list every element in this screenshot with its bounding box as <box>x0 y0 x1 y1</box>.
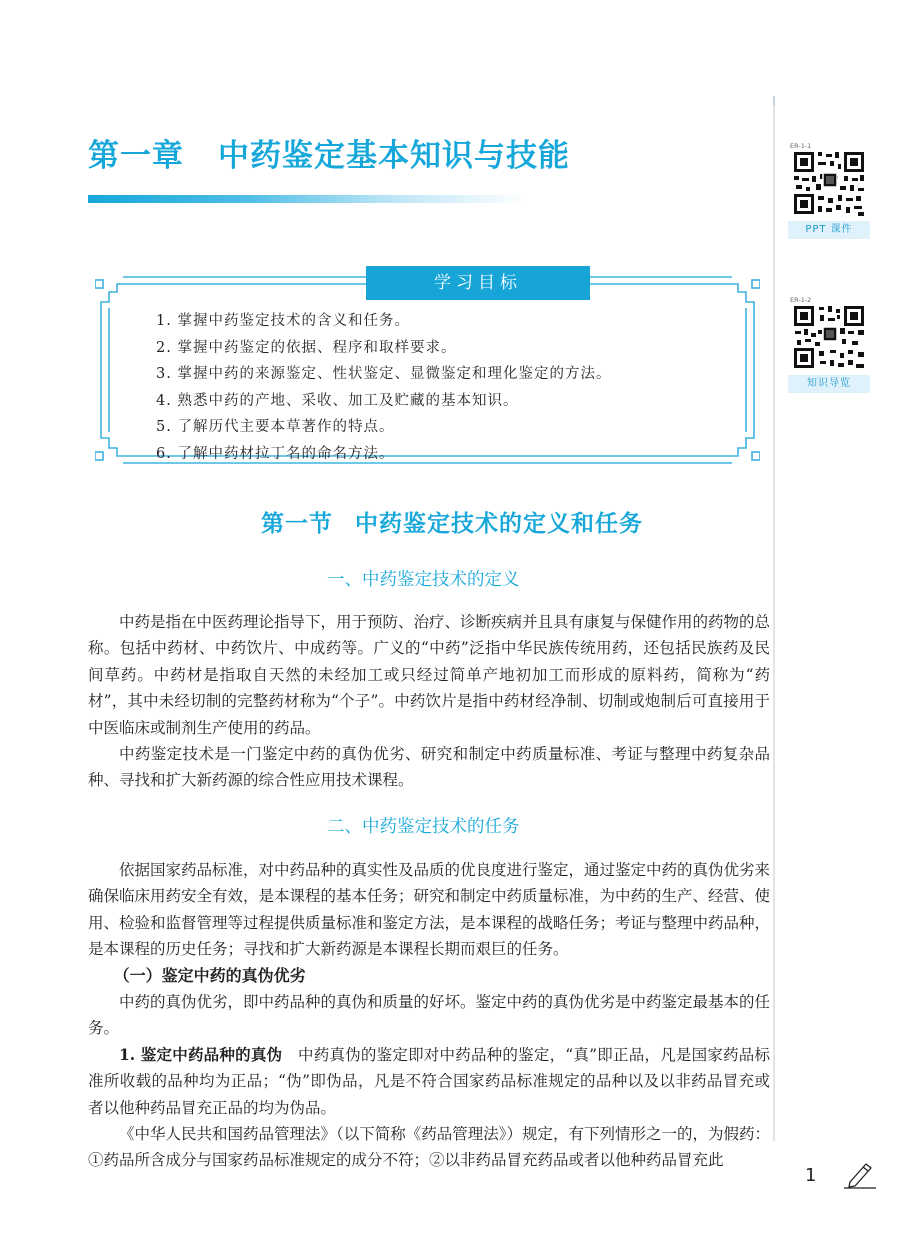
section-title <box>0 505 900 538</box>
chapter-name: 中药鉴定基本知识与技能 <box>218 138 570 174</box>
list-item: 2. 掌握中药鉴定的依据、程序和取样要求。 <box>156 339 457 356</box>
paragraph: 中药鉴定技术是一门鉴定中药的真伪优劣、研究和制定中药质量标准、考证与整理中药复杂品种、寻找和扩大新药源的综合性应用技术课程。 <box>88 745 770 790</box>
list-item: 4. 熟悉中药的产地、采收、加工及贮藏的基本知识。 <box>156 392 519 409</box>
objectives-list <box>156 308 611 467</box>
paragraph-heading: （一）鉴定中药的真伪优劣 <box>113 965 306 985</box>
qr-code-icon[interactable] <box>788 294 870 374</box>
paragraph-body: 中药真伪的鉴定即对中药品种的鉴定，“真”即正品，凡是国家药品标准所收载的品种均为正品；“伪”即伪品，凡是不符合国家药品标准规定的品种以及以非药品冒充或者以他种药品冒充正品的均为伪品。 <box>88 1045 771 1117</box>
qr-block-ppt[interactable] <box>788 140 870 239</box>
subsection-title-tasks: 二、中药鉴定技术的任务 <box>327 817 520 837</box>
paragraph: 中药是指在中医药理论指导下，用于预防、治疗、诊断疾病并且具有康复与保健作用的药物的总称。包括中药材、中药饮片、中成药等。广义的“中药”泛指中华民族传统用药，还包括民族药及民间草药。中药材是指取自天然的未经加工或只经过简单产地初加工而形成的原料药，简称为“药材”，其中未经切制的完整药材称为“个子”。中药饮片是指中药材经净制、切制或炮制后可直接用于中医临床或制剂生产使用的药品。 <box>88 613 771 737</box>
section-name: 中药鉴定技术的定义和任务 <box>355 511 643 537</box>
margin-rule <box>773 96 775 1141</box>
qr-code-label: ER-1-1 <box>790 142 812 150</box>
list-item: 3. 掌握中药的来源鉴定、性状鉴定、显微鉴定和理化鉴定的方法。 <box>156 366 612 382</box>
paragraph: 《中华人民共和国药品管理法》（以下简称《药品管理法》）规定，有下列情形之一的，为假药：①药品所含成分与国家药品标准规定的成分不符；②以非药品冒充药品或者以他种药品冒充此 <box>88 1125 771 1170</box>
list-item: 5. 了解历代主要本草著作的特点。 <box>156 419 395 435</box>
section-number: 第一节 <box>261 511 333 537</box>
chapter-title <box>88 130 570 175</box>
margin-rule-accent <box>773 96 775 106</box>
subsection-title-definition: 一、中药鉴定技术的定义 <box>327 570 520 590</box>
paragraph <box>88 1042 770 1121</box>
title-underline-bar <box>88 195 528 203</box>
list-item: 1. 掌握中药鉴定技术的含义和任务。 <box>156 313 410 329</box>
paragraph-lead: 1. 鉴定中药品种的真伪 <box>119 1044 283 1064</box>
tasks-text <box>88 857 770 1174</box>
paragraph: 中药的真伪优劣，即中药品种的真伪和质量的好坏。鉴定中药的真伪优劣是中药鉴定最基本的任务。 <box>88 993 771 1038</box>
qr-block-guide[interactable] <box>788 294 870 393</box>
qr-caption[interactable]: 知识导览 <box>788 375 870 393</box>
objectives-title: 学习目标 <box>366 266 590 300</box>
learning-objectives-box <box>95 272 760 468</box>
chapter-number: 第一章 <box>88 138 184 174</box>
page-number: 1 <box>805 1165 817 1186</box>
qr-code-icon[interactable] <box>788 140 870 220</box>
qr-code-label: ER-1-2 <box>790 296 812 304</box>
pencil-note-icon <box>842 1160 878 1190</box>
list-item: 6. 了解中药材拉丁名的命名方法。 <box>156 445 395 462</box>
paragraph: 依据国家药品标准，对中药品种的真实性及品质的优良度进行鉴定，通过鉴定中药的真伪优劣来确保临床用药安全有效，是本课程的基本任务；研究和制定中药质量标准，为中药的生产、经营、使用、检验和监督管理等过程提供质量标准和鉴定方法，是本课程的战略任务；考证与整理中药品种，是本课程的历史任务；寻找和扩大新药源是本课程长期而艰巨的任务。 <box>88 861 771 959</box>
qr-caption[interactable]: PPT 课件 <box>788 221 870 239</box>
definition-text <box>88 609 770 794</box>
